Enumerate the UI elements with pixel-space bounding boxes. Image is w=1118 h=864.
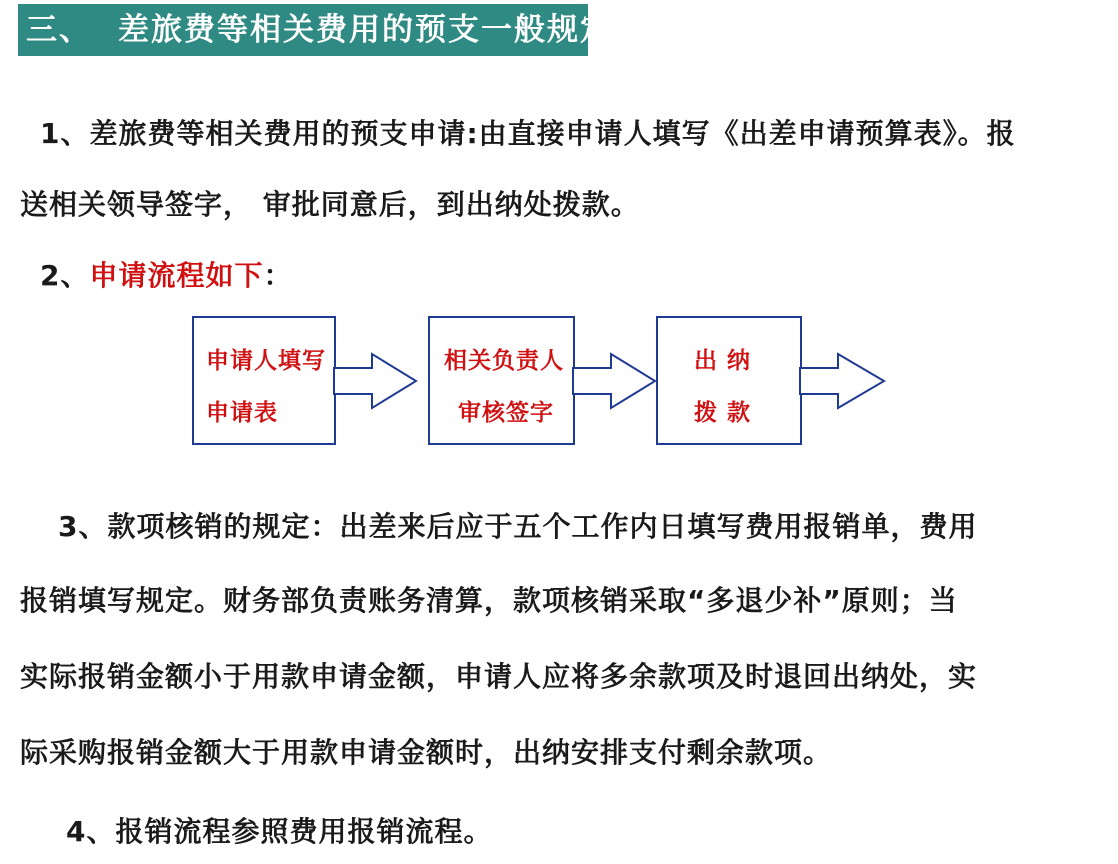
- flow-step-approve-line-2: 审核签字: [458, 400, 554, 426]
- paragraph-3-line-1: 3、款项核销的规定：出差来后应于五个工作内日填写费用报销单，费用: [58, 510, 978, 543]
- paragraph-1-line-2: 送相关领导签字， 审批同意后，到出纳处拨款。: [20, 188, 640, 221]
- flow-step-pay-line-1: 出 纳: [694, 348, 752, 374]
- flow-step-pay: [656, 316, 802, 445]
- flow-step-apply-line-2: 申请表: [206, 400, 278, 426]
- paragraph-2-number: 2、: [40, 259, 90, 292]
- flow-arrow-3: [800, 354, 886, 408]
- paragraph-3-line-4: 际采购报销金额大于用款申请金额时，出纳安排支付剩余款项。: [20, 736, 833, 769]
- flow-caption: 申请流程如下: [89, 259, 264, 292]
- flow-caption-colon: ：: [263, 259, 293, 292]
- section-heading: [18, 4, 613, 56]
- paragraph-4: 4、报销流程参照费用报销流程。: [66, 815, 493, 848]
- section-number: 三、: [26, 12, 92, 48]
- flow-arrow-1: [334, 354, 418, 408]
- flow-step-pay-line-2: 拨 款: [694, 400, 752, 426]
- flow-arrow-2: [573, 354, 657, 408]
- paragraph-1-line-1: 1、差旅费等相关费用的预支申请:由直接申请人填写《出差申请预算表》。报: [40, 117, 1016, 150]
- flow-step-apply: [192, 316, 336, 445]
- flow-step-approve: [428, 316, 575, 445]
- paragraph-3-line-2: 报销填写规定。财务部负责账务清算，款项核销采取“多退少补”原则；当: [20, 584, 958, 617]
- paragraph-3-line-3: 实际报销金额小于用款申请金额，申请人应将多余款项及时退回出纳处，实: [20, 660, 978, 693]
- flow-step-approve-line-1: 相关负责人: [444, 348, 564, 374]
- paragraph-2: [40, 254, 293, 294]
- flow-step-apply-line-1: 申请人填写: [206, 348, 326, 374]
- section-title: 差旅费等相关费用的预支一般规定: [118, 12, 613, 48]
